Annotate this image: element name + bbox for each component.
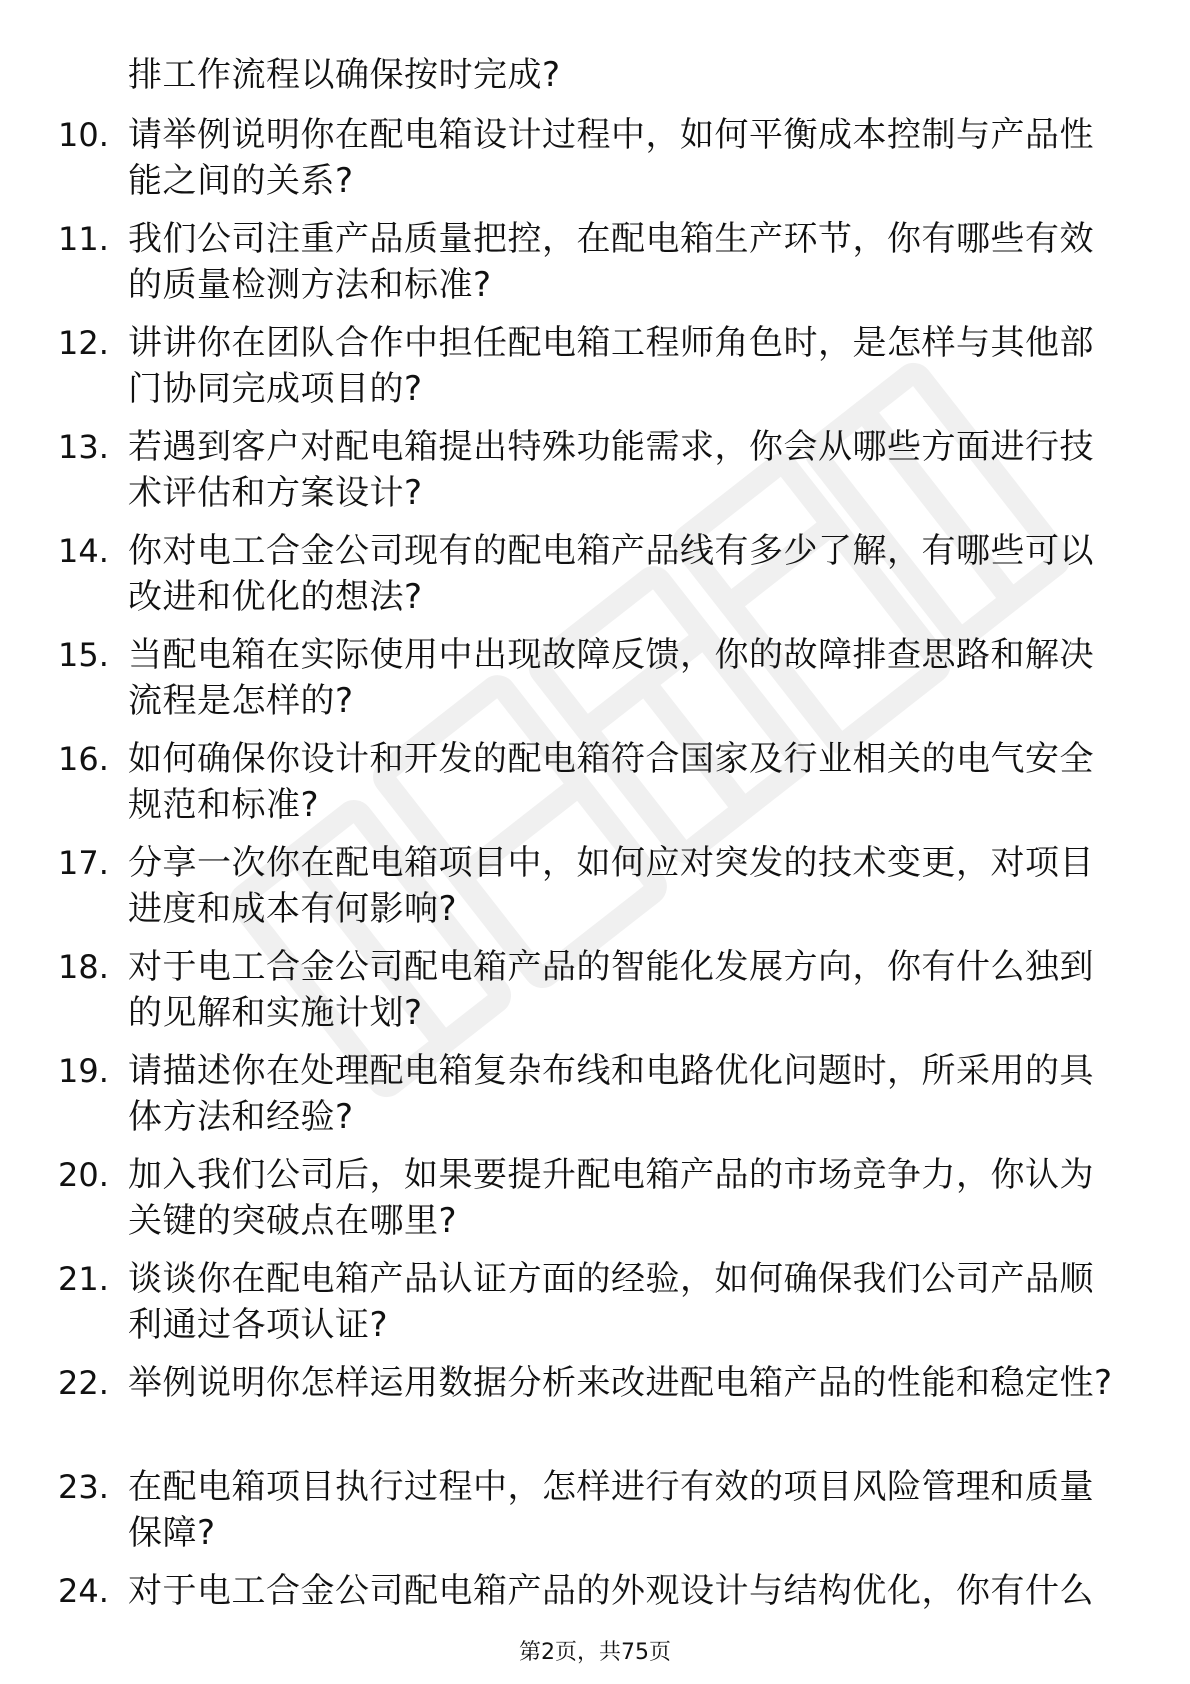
question-text: 如何确保你设计和开发的配电箱符合国家及行业相关的电气安全规范和标准? [128,739,1094,825]
question-text: 举例说明你怎样运用数据分析来改进配电箱产品的性能和稳定性? [128,1363,1113,1403]
continuation-text: 排工作流程以确保按时完成? [128,55,561,95]
question-item [0,944,1190,1048]
question-item [0,1256,1190,1360]
question-number: 10. [58,116,109,154]
page-number-footer: 第2页，共75页 [519,1640,671,1665]
question-item [0,216,1190,320]
question-number: 17. [58,844,109,882]
question-item [0,632,1190,736]
question-item [0,1152,1190,1256]
question-number: 11. [58,220,109,258]
question-number: 20. [58,1156,109,1194]
question-item [0,528,1190,632]
question-number: 22. [58,1364,109,1402]
question-number: 23. [58,1468,109,1506]
question-item [0,320,1190,424]
question-number: 16. [58,740,109,778]
question-text: 我们公司注重产品质量把控，在配电箱生产环节，你有哪些有效的质量检测方法和标准? [128,219,1094,305]
question-item [0,1464,1190,1568]
question-text: 当配电箱在实际使用中出现故障反馈，你的故障排查思路和解决流程是怎样的? [128,635,1094,721]
question-text: 讲讲你在团队合作中担任配电箱工程师角色时，是怎样与其他部门协同完成项目的? [128,323,1094,409]
question-text: 分享一次你在配电箱项目中，如何应对突发的技术变更，对项目进度和成本有何影响? [128,843,1094,929]
question-item [0,840,1190,944]
question-item [0,736,1190,840]
question-text: 在配电箱项目执行过程中，怎样进行有效的项目风险管理和质量保障? [128,1467,1094,1553]
question-text: 加入我们公司后，如果要提升配电箱产品的市场竞争力，你认为关键的突破点在哪里? [128,1155,1094,1241]
question-number: 24. [58,1572,109,1610]
question-item [0,112,1190,216]
question-number: 21. [58,1260,109,1298]
question-text: 对于电工合金公司配电箱产品的外观设计与结构优化，你有什么 [128,1571,1094,1611]
question-number: 18. [58,948,109,986]
question-text: 若遇到客户对配电箱提出特殊功能需求，你会从哪些方面进行技术评估和方案设计? [128,427,1094,513]
question-text: 你对电工合金公司现有的配电箱产品线有多少了解，有哪些可以改进和优化的想法? [128,531,1094,617]
question-text: 对于电工合金公司配电箱产品的智能化发展方向，你有什么独到的见解和实施计划? [128,947,1094,1033]
question-text: 谈谈你在配电箱产品认证方面的经验，如何确保我们公司产品顺利通过各项认证? [128,1259,1094,1345]
question-number: 13. [58,428,109,466]
question-number: 19. [58,1052,109,1090]
question-item [0,1360,1190,1464]
question-item [0,1048,1190,1152]
question-text: 请举例说明你在配电箱设计过程中，如何平衡成本控制与产品性能之间的关系? [128,115,1094,201]
question-number: 15. [58,636,109,674]
question-text: 请描述你在处理配电箱复杂布线和电路优化问题时，所采用的具体方法和经验? [128,1051,1094,1137]
question-number: 14. [58,532,109,570]
question-item [0,424,1190,528]
question-number: 12. [58,324,109,362]
question-list [0,112,1190,1672]
